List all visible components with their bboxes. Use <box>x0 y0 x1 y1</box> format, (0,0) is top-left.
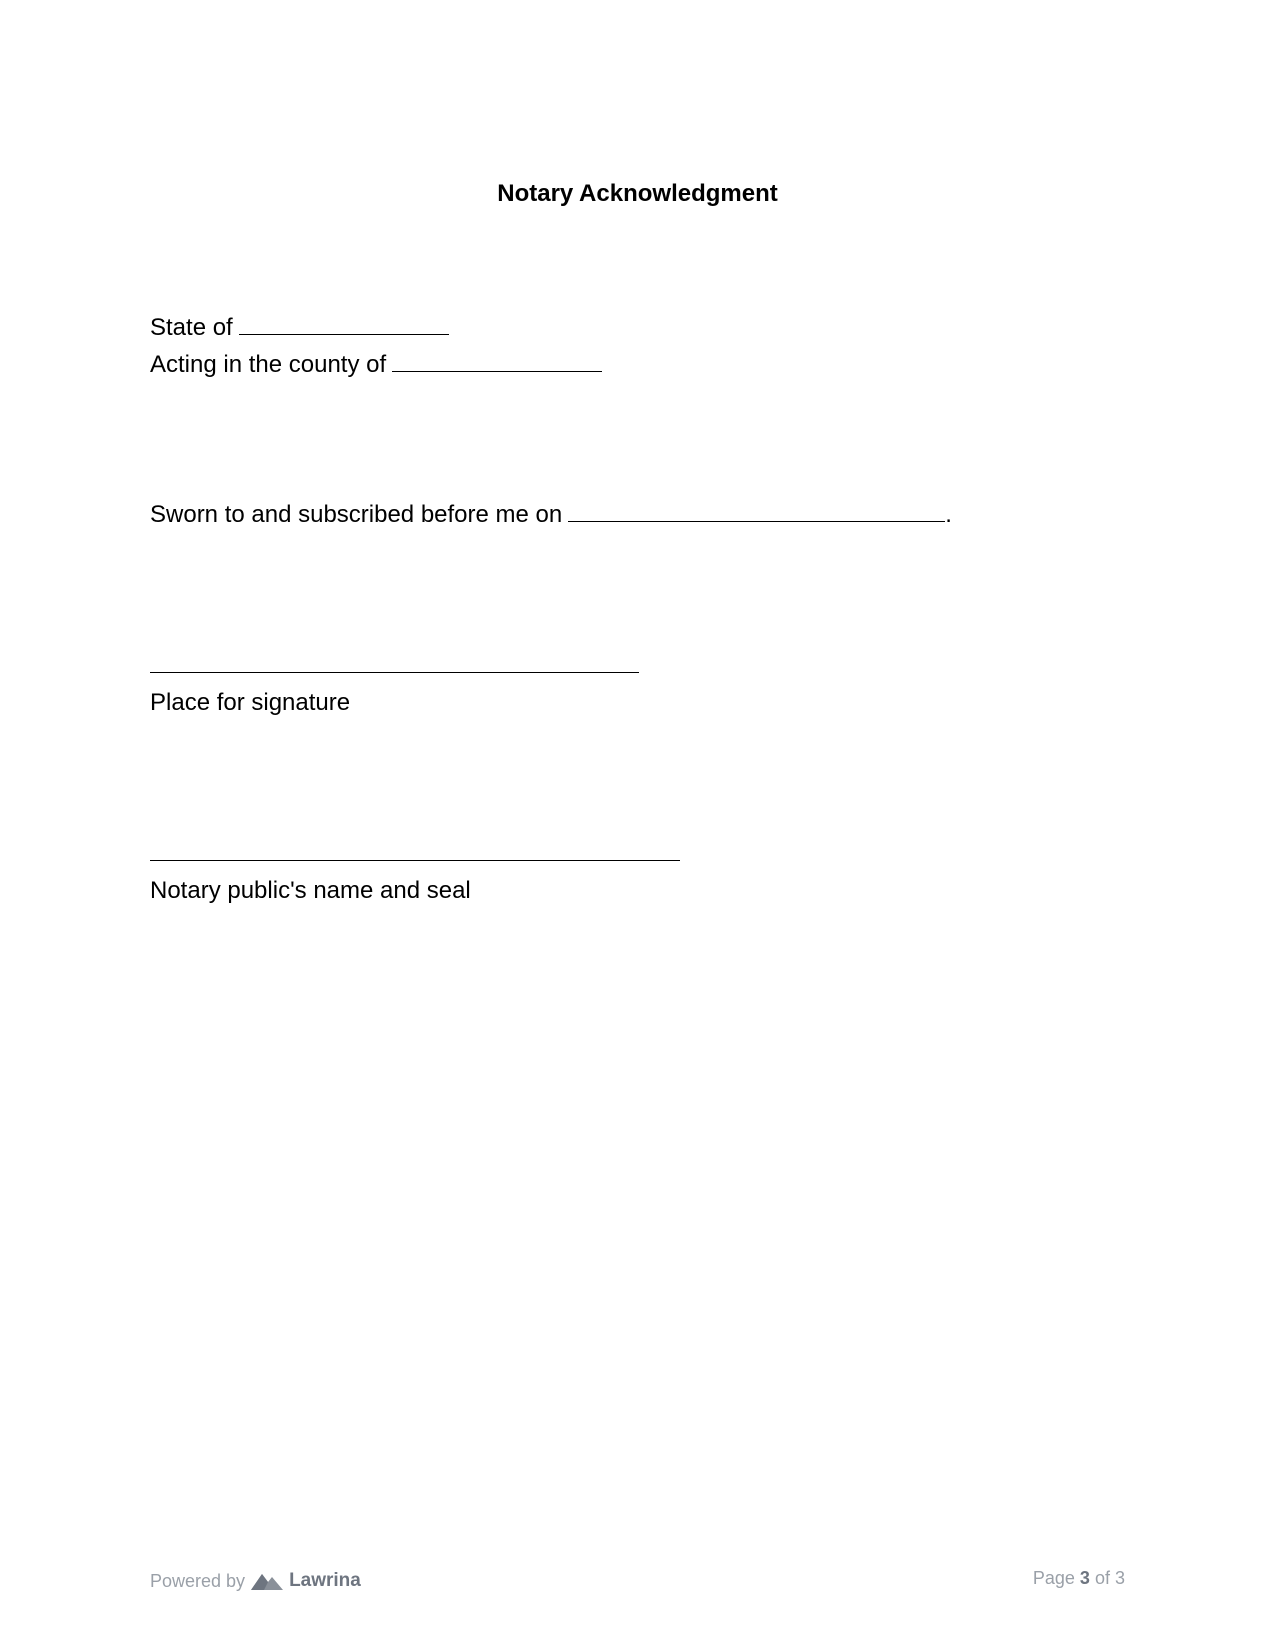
state-line <box>150 312 449 343</box>
page-of: of <box>1094 1568 1110 1588</box>
state-blank[interactable] <box>239 312 449 335</box>
county-line <box>150 349 602 380</box>
sworn-period: . <box>945 501 952 528</box>
brand-name: Lawrina <box>289 1570 361 1591</box>
signature-blank[interactable] <box>150 650 639 673</box>
county-blank[interactable] <box>392 349 602 372</box>
lawrina-logo <box>251 1570 361 1592</box>
state-label: State of <box>150 314 233 341</box>
powered-by-label: Powered by <box>150 1570 246 1591</box>
county-label: Acting in the county of <box>150 351 387 378</box>
document-title: Notary Acknowledgment <box>497 180 778 207</box>
page-total: 3 <box>1114 1568 1125 1588</box>
page-prefix: Page <box>1032 1568 1075 1588</box>
page-indicator <box>1033 1568 1125 1589</box>
sworn-date-blank[interactable] <box>568 499 945 522</box>
signature-line <box>150 650 639 681</box>
sworn-label: Sworn to and subscribed before me on <box>150 501 563 528</box>
lawrina-mountain-logo-icon <box>251 1571 283 1591</box>
signature-caption: Place for signature <box>150 689 351 716</box>
notary-caption: Notary public's name and seal <box>150 877 471 904</box>
page-current: 3 <box>1079 1568 1090 1588</box>
notary-blank[interactable] <box>150 838 680 861</box>
powered-by <box>150 1570 361 1592</box>
page-footer <box>0 1530 1275 1650</box>
sworn-line <box>150 499 952 530</box>
notary-line <box>150 838 680 869</box>
